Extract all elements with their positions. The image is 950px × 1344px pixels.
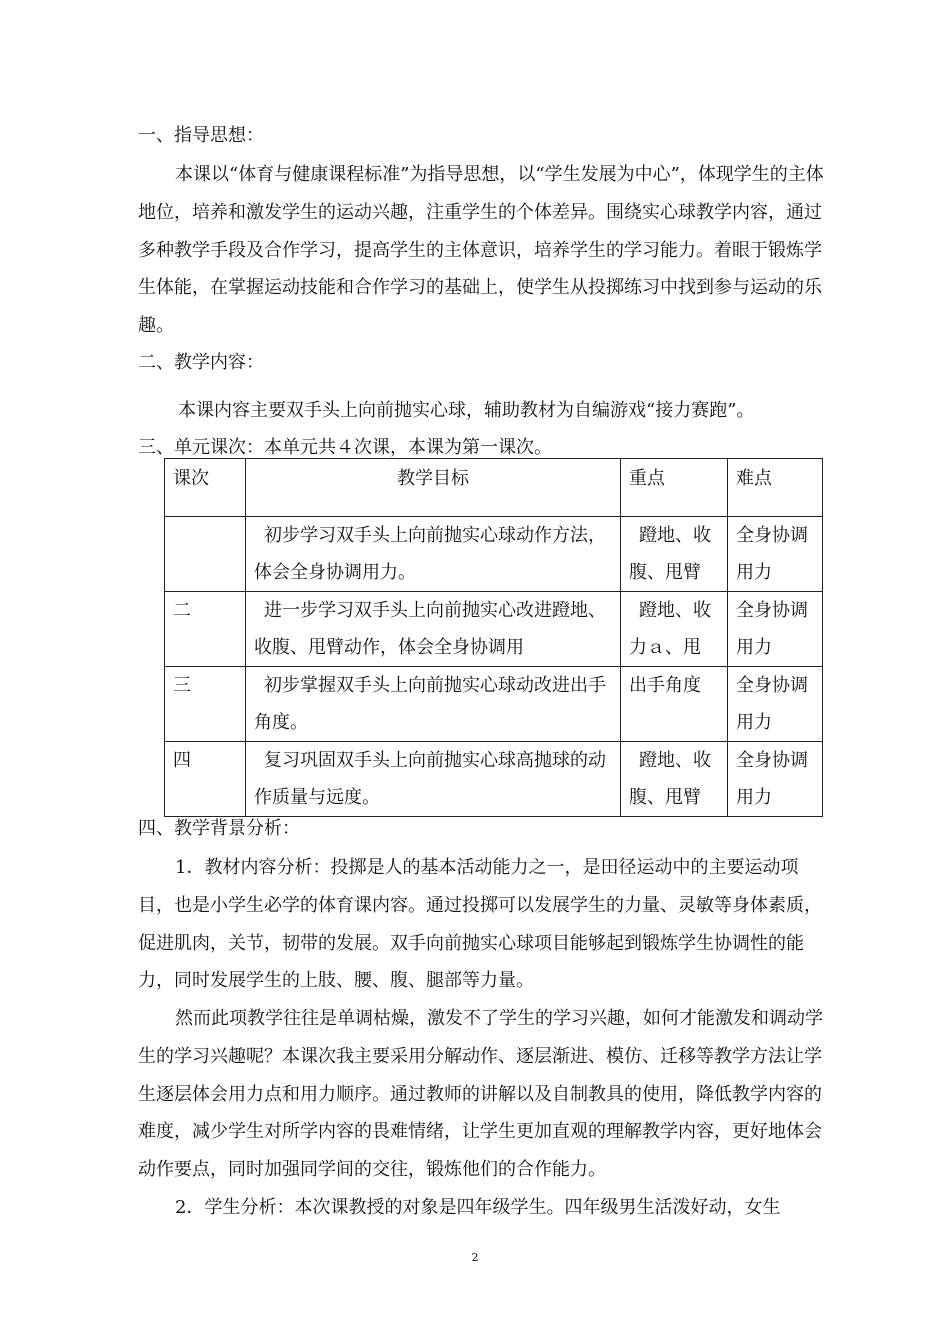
cell-goal-text: 复习巩固双手头上向前抛实心球高抛球的动作质量与远度。 — [254, 750, 606, 808]
cell-key-text: 蹬地、收腹、甩臂 — [629, 525, 711, 583]
cell-key — [621, 667, 728, 742]
lesson-table — [164, 458, 823, 817]
cell-difficulty-text: 全身协调用力 — [736, 675, 808, 733]
section4-paragraph-2: 然而此项教学往往是单调枯燥，激发不了学生的学习兴趣，如何才能激发和调动学生的学习兴趣呢？本课次我主要采用分解动作、逐层渐进、模仿、迁移等教学方法让学生逐层体会用力点和用力顺序。通过教师的讲解以及自制教具的使用，降低教学内容的难度，减少学生对所学内容的畏难情绪，让学生更加直观的理解教学内容，更好地体会动作要点，同时加强同学间的交往，锻炼他们的合作能力。 — [138, 1008, 823, 1181]
cell-difficulty — [728, 667, 823, 742]
cell-lesson — [165, 517, 246, 592]
table-row — [165, 592, 823, 667]
cell-key-text: 蹬地、收腹、甩臂 — [629, 750, 711, 808]
cell-goal-text: 初步学习双手头上向前抛实心球动作方法，体会全身协调用力。 — [254, 525, 606, 583]
cell-difficulty — [728, 742, 823, 817]
cell-goal-text: 初步掌握双手头上向前抛实心球动改进出手角度。 — [254, 675, 606, 733]
section4-heading: 四、教学背景分析： — [138, 818, 300, 839]
section2-paragraph: 本课内容主要双手头上向前抛实心球，辅助教材为自编游戏“接力赛跑”。 — [178, 400, 755, 421]
header-goal: 教学目标 — [246, 459, 621, 517]
cell-lesson: 二 — [165, 592, 246, 667]
cell-key-text: 出手角度 — [629, 675, 701, 696]
table-row — [165, 742, 823, 817]
section2-heading: 二、教学内容： — [138, 352, 264, 373]
section4-paragraph-3: 2．学生分析：本次课教授的对象是四年级学生。四年级男生活泼好动，女生 — [175, 1197, 781, 1218]
cell-difficulty-text: 全身协调用力 — [736, 600, 808, 658]
cell-key — [621, 517, 728, 592]
cell-key-text: 蹬地、收力ａ、甩 — [629, 600, 711, 658]
cell-difficulty-text: 全身协调用力 — [736, 525, 808, 583]
header-lesson: 课次 — [165, 459, 246, 517]
cell-goal — [246, 742, 621, 817]
section1-heading: 一、指导思想： — [138, 125, 264, 146]
header-difficulty: 难点 — [728, 459, 823, 517]
cell-difficulty — [728, 517, 823, 592]
cell-goal-text: 进一步学习双手头上向前抛实心改进蹬地、收腹、甩臂动作，体会全身协调用 — [254, 600, 606, 658]
page-number: 2 — [471, 1251, 479, 1264]
table-header-row — [165, 459, 823, 517]
cell-difficulty — [728, 592, 823, 667]
cell-key — [621, 592, 728, 667]
section1-paragraph: 本课以“体育与健康课程标准”为指导思想，以“学生发展为中心”，体现学生的主体地位，培养和激发学生的运动兴趣，注重学生的个体差异。围绕实心球教学内容，通过多种教学手段及合作学习，提高学生的主体意识，培养学生的学习能力。着眼于锻炼学生体能，在掌握运动技能和合作学习的基础上，使学生从投掷练习中找到参与运动的乐趣。 — [138, 164, 824, 337]
cell-lesson: 三 — [165, 667, 246, 742]
section4-paragraph-1: 1．教材内容分析：投掷是人的基本活动能力之一，是田径运动中的主要运动项目，也是小学生必学的体育课内容。通过投掷可以发展学生的力量、灵敏等身体素质，促进肌肉，关节，韧带的发展。双手向前抛实心球项目能够起到锻炼学生协调性的能力，同时发展学生的上肢、腰、腹、腿部等力量。 — [138, 857, 822, 992]
cell-key — [621, 742, 728, 817]
table-row — [165, 517, 823, 592]
header-key: 重点 — [621, 459, 728, 517]
cell-goal — [246, 592, 621, 667]
cell-difficulty-text: 全身协调用力 — [736, 750, 808, 808]
cell-goal — [246, 667, 621, 742]
section3-heading: 三、单元课次：本单元共４次课，本课为第一课次。 — [138, 437, 552, 458]
cell-lesson: 四 — [165, 742, 246, 817]
table-row — [165, 667, 823, 742]
cell-goal — [246, 517, 621, 592]
